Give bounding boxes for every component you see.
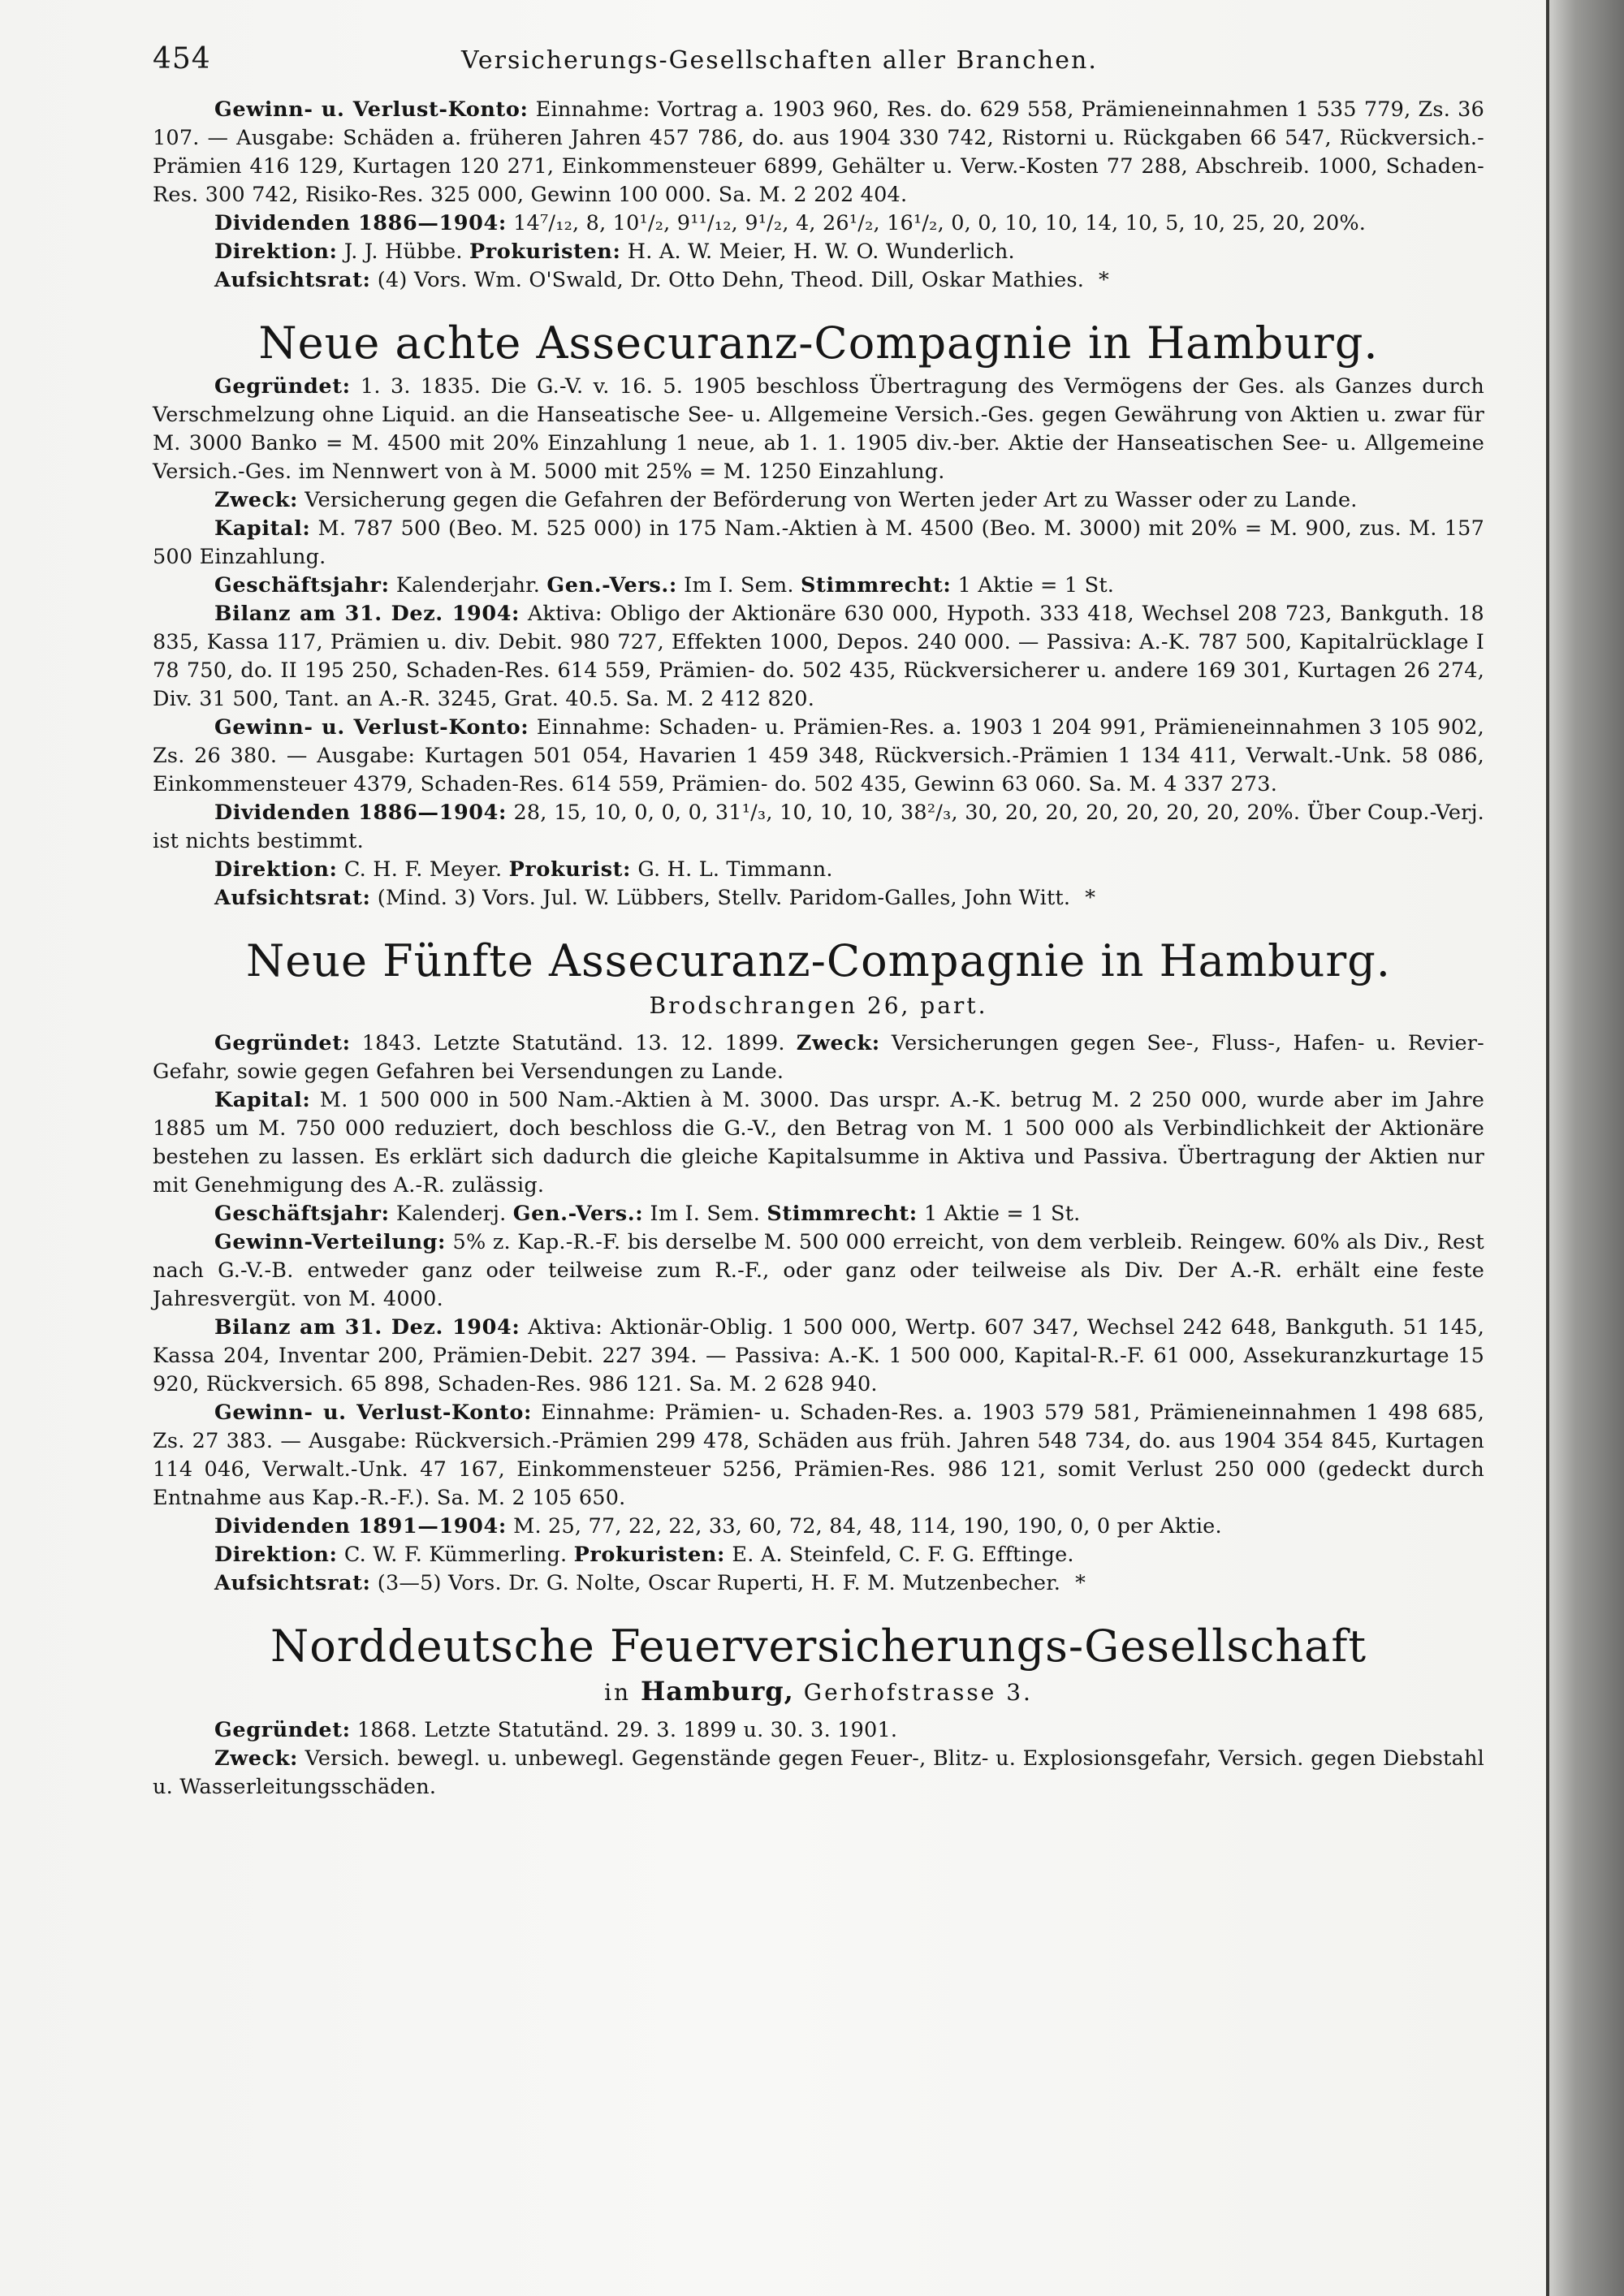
profit-loss-paragraph: Gewinn- u. Verlust-Konto: Einnahme: Prämien- u. Schaden-Res. a. 1903 579 581, Prämieneinnahmen 1 498 685, Zs. 27 383. — Ausgabe: Rückversich.-Prämien 299 478, Schäden aus früh. Jahren 548 734, do. aus 1904 354 845, Kurtagen 114 046, Verwalt.-Unk. 47 167, Einkommensteuer 5256, Prämien-Res. 986 121, somit Verlust 250 000 (gedeckt durch Entnahme aus Kap.-R.-F.). Sa. M. 2 105 650. (153, 1400, 1484, 1510)
company-address: in Hamburg, Gerhofstrasse 3. (604, 1676, 1033, 1707)
management-paragraph: Direktion: C. H. F. Meyer. Prokurist: G. H. L. Timmann. (214, 857, 833, 882)
capital-paragraph: Kapital: M. 1 500 000 in 500 Nam.-Aktien à M. 3000. Das urspr. A.-K. betrug M. 2 250 000, wurde aber im Jahre 1885 um M. 750 000 reduziert, doch beschloss die G.-V., den Betrag von M. 1 500 000 als Verbindlichkeit der Aktionäre bestehen zu lassen. Es erklärt sich dadurch die gleiche Kapitalsumme in Aktiva und Passiva. Übertragung der Aktien nur mit Genehmigung des A.-R. zulässig. (153, 1088, 1484, 1198)
purpose-paragraph: Zweck: Versicherung gegen die Gefahren der Beförderung von Werten jeder Art zu Wasser oder zu Lande. (214, 488, 1358, 512)
company-section (153, 317, 1484, 913)
purpose-paragraph: Zweck: Versich. bewegl. u. unbewegl. Gegenstände gegen Feuer-, Blitz- u. Explosionsgefahr, Versich. gegen Diebstahl u. Wasserleitungsschäden. (153, 1746, 1484, 1799)
running-title: Versicherungs-Gesellschaften aller Branchen. (461, 46, 1098, 75)
supervisory-board-paragraph: Aufsichtsrat: (4) Vors. Wm. O'Swald, Dr. Otto Dehn, Theod. Dill, Oskar Mathies. * (214, 268, 1109, 292)
dividends-paragraph: Dividenden 1891—1904: M. 25, 77, 22, 22, 33, 60, 72, 84, 48, 114, 190, 190, 0, 0 per Aktie. (214, 1514, 1222, 1539)
profit-loss-paragraph: Gewinn- u. Verlust-Konto: Einnahme: Schaden- u. Prämien-Res. a. 1903 1 204 991, Prämieneinnahmen 3 105 902, Zs. 26 380. — Ausgabe: Kurtagen 501 054, Havarien 1 459 348, Rückversich.-Prämien 1 134 411, Verwalt.-Unk. 58 086, Einkommensteuer 4379, Schaden-Res. 614 559, Prämien- do. 502 435, Gewinn 63 060. Sa. M. 4 337 273. (153, 715, 1484, 796)
balance-sheet-paragraph: Bilanz am 31. Dez. 1904: Aktiva: Aktionär-Oblig. 1 500 000, Wertp. 607 347, Wechsel 242 648, Bankguth. 51 145, Kassa 204, Inventar 200, Prämien-Debit. 227 394. — Passiva: A.-K. 1 500 000, Kapital-R.-F. 61 000, Assekuranzkurtage 15 920, Rückversich. 65 898, Schaden-Res. 986 121. Sa. M. 2 628 940. (153, 1315, 1484, 1396)
company-title: Norddeutsche Feuerversicherungs-Gesellschaft (270, 1621, 1367, 1672)
management-paragraph: Direktion: J. J. Hübbe. Prokuristen: H. A. W. Meier, H. W. O. Wunderlich. (214, 240, 1015, 264)
balance-sheet-paragraph: Bilanz am 31. Dez. 1904: Aktiva: Obligo der Aktionäre 630 000, Hypoth. 333 418, Wechsel 208 723, Bankguth. 18 835, Kassa 117, Prämien u. div. Debit. 980 727, Effekten 1000, Depos. 240 000. — Passiva: A.-K. 787 500, Kapitalrücklage I 78 750, do. II 195 250, Schaden-Res. 614 559, Prämien- do. 502 435, Rückversicherer u. andere 169 301, Kurtagen 26 274, Div. 31 500, Tant. an A.-R. 3245, Grat. 40.5. Sa. M. 2 412 820. (153, 602, 1484, 711)
company-title: Neue Fünfte Assecuranz-Compagnie in Hamburg. (246, 935, 1391, 986)
continued-company-block (153, 96, 1484, 295)
book-spine-shadow (1549, 0, 1624, 2296)
page-number: 454 (153, 42, 211, 76)
business-year-paragraph: Geschäftsjahr: Kalenderjahr. Gen.-Vers.: Im I. Sem. Stimmrecht: 1 Aktie = 1 St. (214, 573, 1115, 598)
founded-paragraph: Gegründet: 1. 3. 1835. Die G.-V. v. 16. 5. 1905 beschloss Übertragung des Vermögens der Ges. als Ganzes durch Verschmelzung ohne Liquid. an die Hanseatische See- u. Allgemeine Versich.-Ges. gegen Gewährung von Aktien u. zwar für M. 3000 Banko = M. 4500 mit 20% Einzahlung 1 neue, ab 1. 1. 1905 div.-ber. Aktie der Hanseatischen See- u. Allgemeine Versich.-Ges. im Nennwert von à M. 5000 mit 25% = M. 1250 Einzahlung. (153, 374, 1484, 484)
company-section (153, 935, 1484, 1598)
supervisory-board-paragraph: Aufsichtsrat: (3—5) Vors. Dr. G. Nolte, Oscar Ruperti, H. F. M. Mutzenbecher. * (214, 1571, 1086, 1595)
company-section (153, 1621, 1484, 1802)
company-title: Neue achte Assecuranz-Compagnie in Hamburg. (258, 317, 1379, 369)
supervisory-board-paragraph: Aufsichtsrat: (Mind. 3) Vors. Jul. W. Lübbers, Stellv. Paridom-Galles, John Witt. * (214, 886, 1096, 910)
management-paragraph: Direktion: C. W. F. Kümmerling. Prokuristen: E. A. Steinfeld, C. F. G. Efftinge. (214, 1543, 1074, 1567)
business-year-paragraph: Geschäftsjahr: Kalenderj. Gen.-Vers.: Im I. Sem. Stimmrecht: 1 Aktie = 1 St. (214, 1202, 1081, 1226)
dividends-paragraph: Dividenden 1886—1904: 28, 15, 10, 0, 0, 0, 31¹/₃, 10, 10, 10, 38²/₃, 30, 20, 20, 20, 20, 20, 20, 20%. Über Coup.-Verj. ist nichts bestimmt. (153, 801, 1484, 853)
company-address: Brodschrangen 26, part. (649, 992, 988, 1019)
capital-paragraph: Kapital: M. 787 500 (Beo. M. 525 000) in 175 Nam.-Aktien à M. 4500 (Beo. M. 3000) mit 20% = M. 900, zus. M. 157 500 Einzahlung. (153, 516, 1484, 569)
dividends-paragraph: Dividenden 1886—1904: 14⁷/₁₂, 8, 10¹/₂, 9¹¹/₁₂, 9¹/₂, 4, 26¹/₂, 16¹/₂, 0, 0, 10, 10, 14, 10, 5, 10, 25, 20, 20%. (214, 211, 1367, 235)
profit-distribution-paragraph: Gewinn-Verteilung: 5% z. Kap.-R.-F. bis derselbe M. 500 000 erreicht, von dem verbleib. Reingew. 60% als Div., Rest nach G.-V.-B. entweder ganz oder teilweise zum R.-F., oder ganz oder teilweise als Div. Der A.-R. erhält eine feste Jahresvergüt. von M. 4000. (153, 1230, 1484, 1311)
profit-loss-paragraph: Gewinn- u. Verlust-Konto: Einnahme: Vortrag a. 1903 960, Res. do. 629 558, Prämieneinnahmen 1 535 779, Zs. 36 107. — Ausgabe: Schäden a. früheren Jahren 457 786, do. aus 1904 330 742, Ristorni u. Rückgaben 66 547, Rückversich.-Prämien 416 129, Kurtagen 120 271, Einkommensteuer 6899, Gehälter u. Verw.-Kosten 77 288, Abschreib. 1000, Schaden-Res. 300 742, Risiko-Res. 325 000, Gewinn 100 000. Sa. M. 2 202 404. (153, 97, 1485, 207)
page-content (153, 42, 1484, 1802)
founded-paragraph: Gegründet: 1868. Letzte Statutänd. 29. 3. 1899 u. 30. 3. 1901. (214, 1718, 898, 1742)
running-header (153, 42, 1484, 91)
founded-paragraph: Gegründet: 1843. Letzte Statutänd. 13. 12. 1899. Zweck: Versicherungen gegen See-, Fluss-, Hafen- u. Revier-Gefahr, sowie gegen Gefahren bei Versendungen zu Lande. (153, 1031, 1484, 1084)
